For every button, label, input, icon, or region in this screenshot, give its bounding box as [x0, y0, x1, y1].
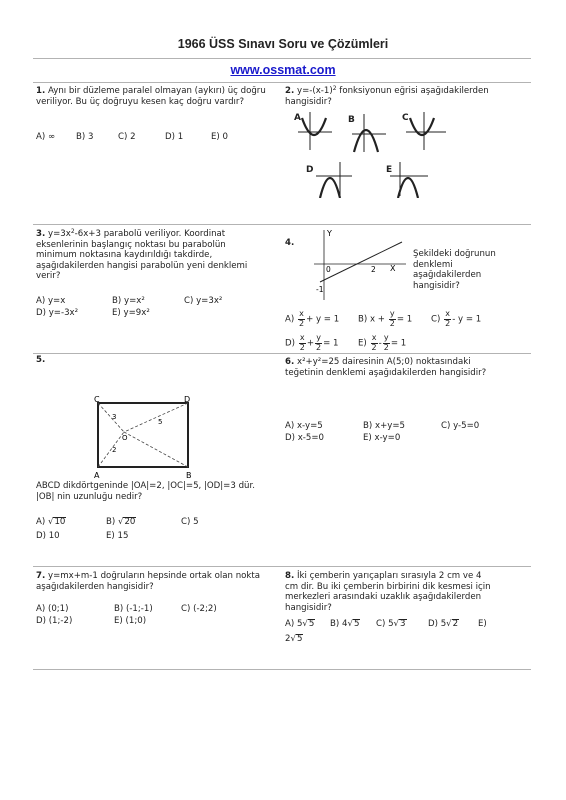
site-link-text[interactable]: www.ossmat.com [230, 63, 336, 77]
divider [33, 82, 531, 83]
rectangle-figure [92, 394, 196, 482]
point-o: O [122, 434, 128, 442]
exponent: 2 [332, 85, 337, 92]
length-label-2: 2 [112, 446, 117, 454]
question-text-post: fonksiyonun eğrisi aşağıdakilerden hangisidir? [285, 86, 489, 107]
option-e[interactable]: E) x-y=0 [363, 433, 401, 443]
option-d[interactable]: D) y=-3x² [36, 308, 79, 318]
question-7 [36, 571, 268, 592]
option-d[interactable]: D) 10 [36, 531, 60, 541]
vertex-d: D [184, 395, 191, 404]
question-text: İki çemberin yarıçapları sırasıyla 2 cm ve 4 cm dir. Bu iki çemberin birbirini dik kesmesi için merkezleri arasındaki uzaklık aşağıdakilerden hangisidir? [285, 571, 491, 613]
answer-graphs [290, 108, 460, 198]
divider [33, 669, 531, 670]
question-number: 3. [36, 229, 46, 239]
graph-label-a: A [294, 113, 301, 123]
option-d[interactable]: D) 1 [165, 132, 184, 142]
question-6 [285, 357, 505, 378]
question-5-number: 5. [36, 355, 46, 365]
question-text: x²+y²=25 dairesinin A(5;0) noktasındaki teğetinin denklemi aşağıdakilerden hangisidir? [285, 357, 487, 378]
y-axis-label: Y [327, 229, 332, 238]
option-a[interactable]: A) x-y=5 [285, 421, 323, 431]
option-d[interactable]: D) (1;-2) [36, 616, 73, 626]
option-a[interactable]: A) ∞ [36, 132, 56, 142]
question-number: 7. [36, 571, 46, 581]
option-e[interactable]: E) y=9x² [112, 308, 150, 318]
exponent: 2 [70, 228, 75, 235]
option-a[interactable]: A) √10 [36, 517, 66, 527]
option-b[interactable]: B) (-1;-1) [114, 604, 153, 614]
line-graph [308, 226, 410, 306]
x-axis-label: X [390, 264, 396, 273]
question-2 [285, 86, 500, 107]
question-text: Şekildeki doğrunun denklemi aşağıdakilerden hangisidir? [413, 249, 496, 291]
origin-label: 0 [326, 265, 331, 274]
option-b[interactable]: B) x+y=5 [363, 421, 406, 431]
divider [33, 58, 531, 59]
option-e[interactable]: E) (1;0) [114, 616, 147, 626]
option-d[interactable]: D) x-5=0 [285, 433, 325, 443]
graph-label-d: D [306, 165, 314, 175]
option-c[interactable]: C) 2 [118, 132, 136, 142]
option-b[interactable]: B) x + $\frac{y}{2}$ = 1 [358, 309, 413, 328]
option-e[interactable]: E) [478, 619, 487, 629]
graph-label-b: B [348, 115, 355, 125]
option-c[interactable]: C) (-2;2) [181, 604, 217, 614]
length-label-3: 3 [112, 413, 117, 421]
question-text: Aynı bir düzleme paralel olmayan (aykırı) üç doğru veriliyor. Bu üç doğruyu kesen kaç doğru vardır? [36, 86, 266, 107]
length-label-5: 5 [158, 418, 163, 426]
question-number: 8. [285, 571, 295, 581]
question-4-number: 4. [285, 238, 295, 248]
question-text-pre: y=3x [47, 229, 71, 239]
option-c[interactable]: C) 5 [181, 517, 199, 527]
option-a[interactable]: A) (0;1) [36, 604, 69, 614]
option-d[interactable]: D) $\frac{x}{2}$ + $\frac{y}{2}$ = 1 [285, 333, 339, 352]
question-text-post: -6x+3 parabolü veriliyor. Koordinat eksenlerinin başlangıç noktası bu parabolün minimum noktasına kaydırıldığı takdirde, aşağıdakilerden hangisi parabolün yeni denklemi verir? [36, 229, 248, 282]
option-e[interactable]: E) $\frac{x}{2}$ - $\frac{y}{2}$ = 1 [358, 333, 407, 352]
page-title: 1966 ÜSS Sınavı Soru ve Çözümleri [177, 37, 389, 51]
option-c[interactable]: C) $\frac{x}{2}$ - y = 1 [431, 309, 482, 328]
question-text: y=mx+m-1 doğruların hepsinde ortak olan nokta aşağıdakilerden hangisidir? [36, 571, 261, 592]
divider [33, 224, 531, 225]
question-number: 6. [285, 357, 295, 367]
x-intercept-label: 2 [371, 265, 376, 274]
question-text: ABCD dikdörtgeninde |OA|=2, |OC|=5, |OD|=3 dür. |OB| nin uzunluğu nedir? [36, 481, 255, 502]
graph-label-c: C [402, 113, 409, 123]
option-a[interactable]: A) 5√5 [285, 619, 315, 629]
option-e[interactable]: E) 0 [211, 132, 228, 142]
vertex-c: C [94, 395, 100, 404]
option-b[interactable]: B) 3 [76, 132, 94, 142]
option-c[interactable]: C) y-5=0 [441, 421, 480, 431]
option-a[interactable]: A) y=x [36, 296, 66, 306]
site-link[interactable] [0, 63, 566, 77]
question-number: 2. [285, 86, 295, 96]
option-c[interactable]: C) 5√3 [376, 619, 406, 629]
divider [33, 566, 531, 567]
divider [33, 353, 531, 354]
option-d[interactable]: D) 5√2 [428, 619, 459, 629]
vertex-a: A [94, 471, 100, 480]
option-e[interactable]: E) 15 [106, 531, 129, 541]
question-number: 1. [36, 86, 46, 96]
vertex-b: B [186, 471, 192, 480]
option-b[interactable]: B) 4√5 [330, 619, 360, 629]
option-b[interactable]: B) y=x² [112, 296, 145, 306]
question-8 [285, 571, 495, 613]
graph-line [320, 242, 402, 282]
option-a[interactable]: A) $\frac{x}{2}$ + y = 1 [285, 309, 340, 328]
option-b[interactable]: B) √20 [106, 517, 136, 527]
graph-label-e: E [386, 165, 393, 175]
question-3 [36, 229, 268, 282]
question-text-pre: y=-(x-1) [296, 86, 333, 96]
y-intercept-label: -1 [316, 285, 324, 294]
option-e-value: 2√5 [285, 634, 303, 644]
question-1 [36, 86, 268, 107]
option-c[interactable]: C) y=3x² [184, 296, 223, 306]
